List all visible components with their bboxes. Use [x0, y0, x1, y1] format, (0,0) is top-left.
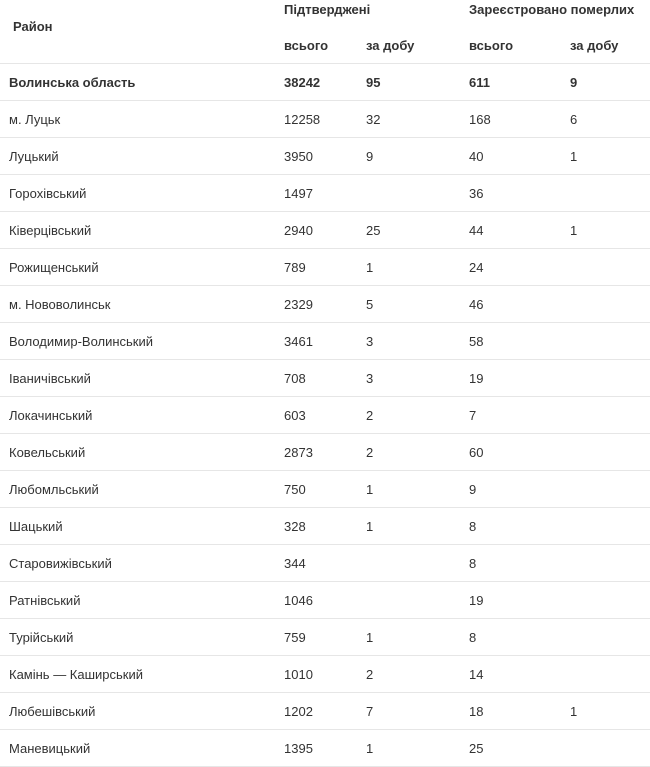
header-confirmed-group: Підтверджені [284, 2, 371, 17]
confirmed-total: 2329 [284, 297, 313, 312]
confirmed-total: 12258 [284, 112, 321, 127]
district-name: Волинська область [9, 75, 136, 90]
deaths-daily: 1 [570, 704, 578, 719]
table-row [0, 323, 650, 360]
confirmed-daily: 2 [366, 667, 374, 682]
header-deaths-daily: за добу [570, 38, 619, 53]
table-row [0, 656, 650, 693]
table-row [0, 138, 650, 175]
deaths-total: 24 [469, 260, 484, 275]
district-name: Іваничівський [9, 371, 91, 386]
table-row [0, 471, 650, 508]
district-name: м. Луцьк [9, 112, 61, 127]
deaths-total: 60 [469, 445, 484, 460]
deaths-total: 19 [469, 371, 484, 386]
confirmed-daily: 2 [366, 408, 374, 423]
district-name: Маневицький [9, 741, 91, 756]
confirmed-total: 344 [284, 556, 306, 571]
confirmed-daily: 1 [366, 630, 374, 645]
deaths-total: 14 [469, 667, 484, 682]
deaths-total: 8 [469, 556, 477, 571]
confirmed-total: 3461 [284, 334, 313, 349]
confirmed-daily: 95 [366, 75, 381, 90]
confirmed-daily: 32 [366, 112, 381, 127]
confirmed-total: 708 [284, 371, 306, 386]
confirmed-total: 38242 [284, 75, 321, 90]
district-name: Локачинський [9, 408, 93, 423]
confirmed-total: 750 [284, 482, 306, 497]
table-body [0, 64, 650, 767]
deaths-daily: 1 [570, 223, 578, 238]
district-name: Шацький [9, 519, 63, 534]
confirmed-daily: 3 [366, 334, 374, 349]
district-name: Володимир-Волинський [9, 334, 154, 349]
confirmed-daily: 9 [366, 149, 374, 164]
deaths-total: 168 [469, 112, 491, 127]
table-row [0, 545, 650, 582]
table-row [0, 397, 650, 434]
table-row [0, 730, 650, 767]
table-row-total [0, 64, 650, 101]
deaths-total: 7 [469, 408, 477, 423]
deaths-daily: 1 [570, 149, 578, 164]
district-name: Рожищенський [9, 260, 99, 275]
district-name: м. Нововолинськ [9, 297, 111, 312]
table-row [0, 508, 650, 545]
confirmed-total: 1010 [284, 667, 313, 682]
confirmed-daily: 1 [366, 519, 374, 534]
confirmed-total: 3950 [284, 149, 313, 164]
confirmed-daily: 3 [366, 371, 374, 386]
deaths-daily: 6 [570, 112, 578, 127]
confirmed-total: 1202 [284, 704, 313, 719]
table-row [0, 249, 650, 286]
district-name: Луцький [9, 149, 59, 164]
table-row [0, 101, 650, 138]
table-row [0, 175, 650, 212]
confirmed-total: 1497 [284, 186, 313, 201]
deaths-total: 18 [469, 704, 484, 719]
table-row [0, 360, 650, 397]
table-row [0, 286, 650, 323]
confirmed-daily: 5 [366, 297, 374, 312]
district-name: Ратнівський [9, 593, 81, 608]
confirmed-daily: 1 [366, 741, 374, 756]
header-confirmed-daily: за добу [366, 38, 415, 53]
table-header [0, 0, 650, 64]
district-name: Любомльський [9, 482, 99, 497]
district-name: Ківерцівський [9, 223, 92, 238]
deaths-total: 46 [469, 297, 484, 312]
header-district: Район [13, 19, 53, 34]
deaths-total: 8 [469, 630, 477, 645]
deaths-total: 44 [469, 223, 484, 238]
table-row [0, 212, 650, 249]
district-name: Горохівський [9, 186, 87, 201]
table-row [0, 693, 650, 730]
confirmed-daily: 25 [366, 223, 381, 238]
confirmed-total: 603 [284, 408, 306, 423]
deaths-total: 25 [469, 741, 484, 756]
deaths-daily: 9 [570, 75, 578, 90]
district-name: Камінь — Каширський [9, 667, 144, 682]
confirmed-total: 2940 [284, 223, 313, 238]
confirmed-total: 1046 [284, 593, 313, 608]
table-row [0, 582, 650, 619]
deaths-total: 36 [469, 186, 484, 201]
district-name: Ковельський [9, 445, 86, 460]
deaths-total: 8 [469, 519, 477, 534]
deaths-total: 58 [469, 334, 484, 349]
district-name: Старовижівський [9, 556, 112, 571]
table-row [0, 619, 650, 656]
header-deaths-group: Зареєстровано померлих [469, 2, 635, 17]
confirmed-daily: 1 [366, 482, 374, 497]
table-row [0, 434, 650, 471]
confirmed-total: 328 [284, 519, 306, 534]
confirmed-daily: 2 [366, 445, 374, 460]
header-confirmed-total: всього [284, 38, 329, 53]
deaths-total: 19 [469, 593, 484, 608]
header-deaths-total: всього [469, 38, 514, 53]
confirmed-total: 2873 [284, 445, 313, 460]
confirmed-total: 759 [284, 630, 306, 645]
confirmed-daily: 1 [366, 260, 374, 275]
deaths-total: 9 [469, 482, 477, 497]
district-name: Турійський [9, 630, 74, 645]
confirmed-daily: 7 [366, 704, 374, 719]
confirmed-total: 1395 [284, 741, 313, 756]
deaths-total: 611 [469, 75, 490, 90]
district-name: Любешівський [9, 704, 96, 719]
confirmed-total: 789 [284, 260, 306, 275]
deaths-total: 40 [469, 149, 484, 164]
